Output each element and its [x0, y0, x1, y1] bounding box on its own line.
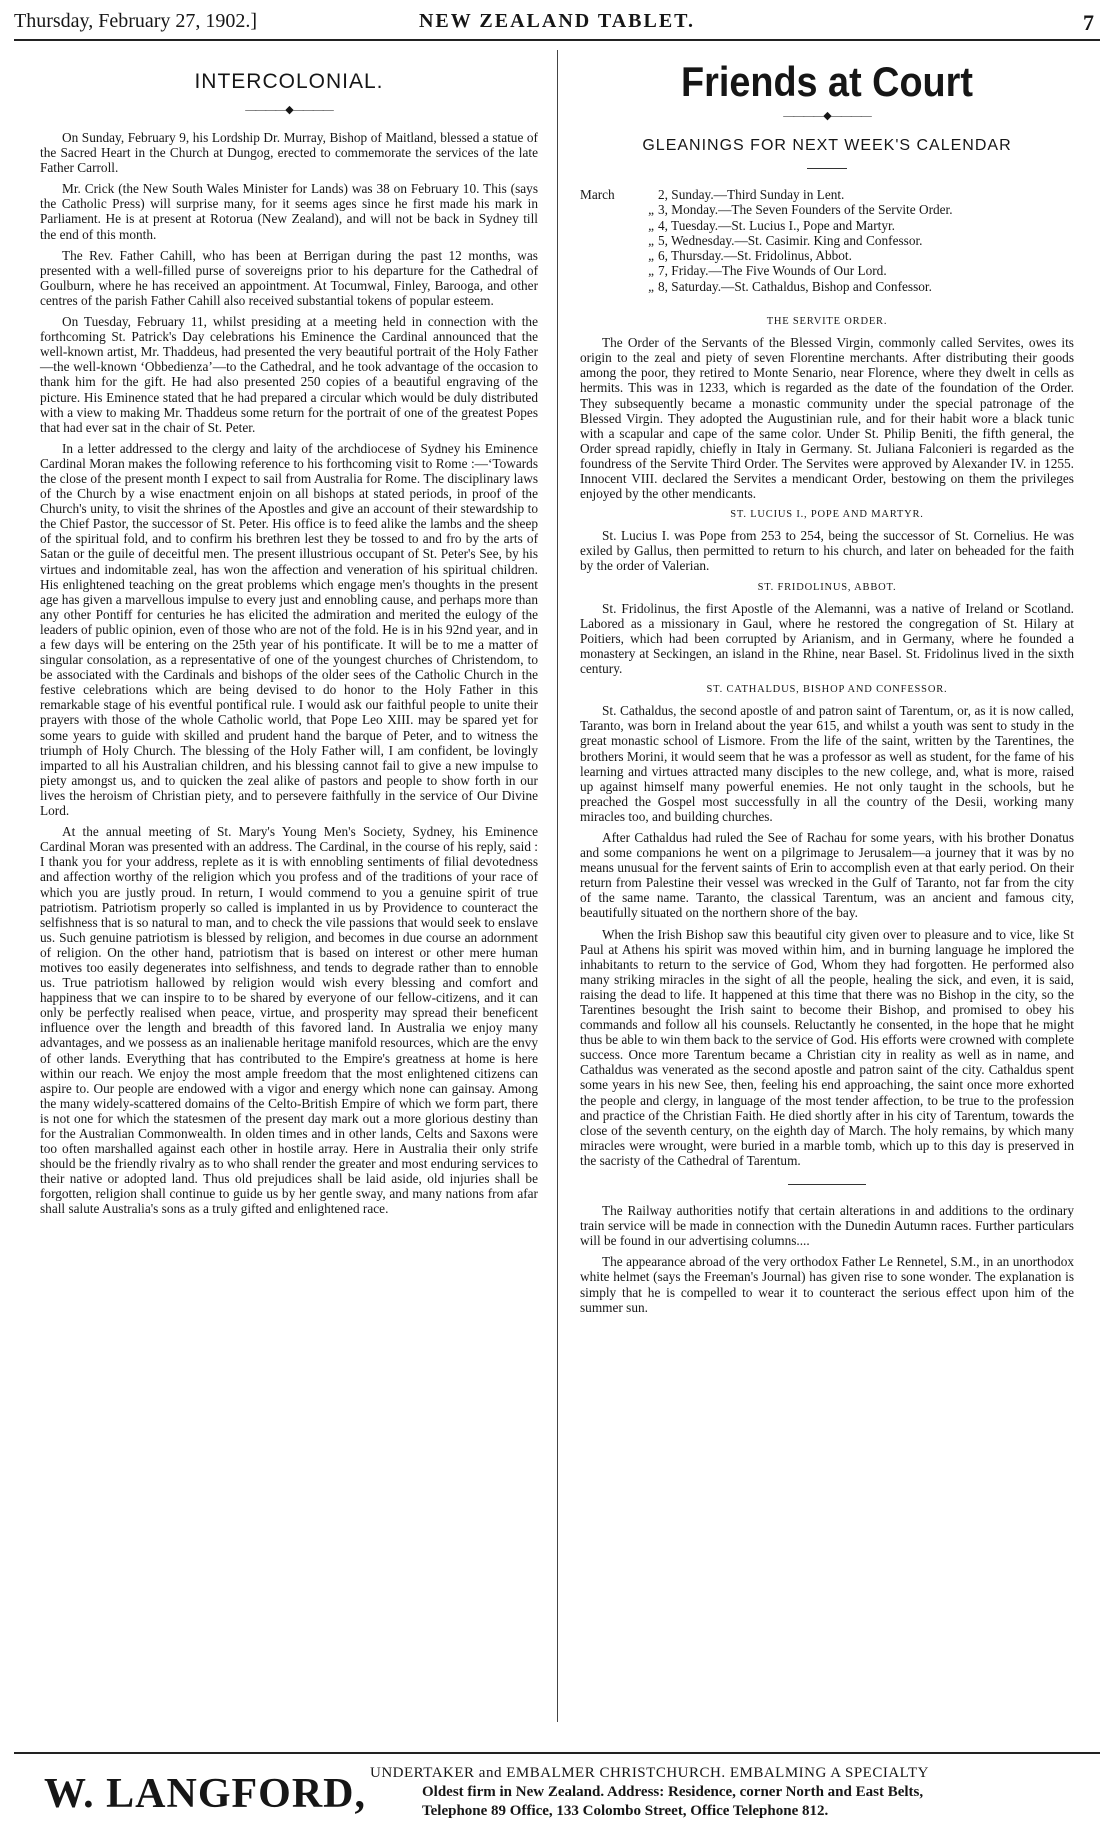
- right-column: [580, 58, 1074, 1321]
- advertisement-line: Oldest firm in New Zealand. Address: Residence, corner North and East Belts,: [422, 1784, 924, 1800]
- header-title: NEW ZEALAND TABLET.: [418, 10, 696, 32]
- header-rule: [14, 39, 1100, 41]
- calendar-ditto: [630, 187, 658, 202]
- calendar-month: [580, 248, 630, 263]
- advertisement-footer: [30, 1762, 1084, 1838]
- article-paragraph: The Order of the Servants of the Blessed Virgin, commonly called Servites, owes its origin to the zeal and piety of seven Florentine merchants. After distributing their goods among the poor, they retired to Monte Senario, near Florence, where they dwelt in cells as hermits. This was in 1233, which is regarded as the date of the foundation of the Order. They subsequently became a monastic community under the special patronage of the Blessed Virgin. They adopted the Augustinian rule, and for their habit wore a black tunic with a scapular and cape of the same color. Under St. Philip Beniti, the fifth general, the Order spread rapidly, chiefly in Italy in Germany. St. Juliana Falconieri is regarded as the foundress of the Servite Third Order. The Servites were approved by Alexander IV. in 1255. Innocent VIII. declared the Servites a mendicant Order, bestowing on them the privileges enjoyed by the other mendicants.: [580, 335, 1074, 502]
- calendar-entry: 7, Friday.—The Five Wounds of Our Lord.: [658, 263, 887, 279]
- calendar-entry: 6, Thursday.—St. Fridolinus, Abbot.: [658, 248, 852, 264]
- calendar-row: [580, 202, 1074, 217]
- calendar-row: [580, 263, 1074, 278]
- calendar-ditto: „: [648, 217, 654, 233]
- article-paragraph: When the Irish Bishop saw this beautiful city given over to pleasure and to vice, like St Paul at Athens his spirit was moved within him, and in burning language he implored the inhabitants to return to the service of God, Whom they had forgotten. He performed also many striking miracles in the sight of all the people, healing the sick, and even, it is said, raising the dead to life. It happened at this time that there was no Bishop in the city, so the Tarentines besought the Irish saint to become their Bishop, and promised to obey his commands and follow all his counsels. Reluctantly he consented, in the hope that he might thus be able to win them back to the service of God. His efforts were crowned with complete success. Once more Tarentum became a Christian city in reality as well as in name, and Cathaldus was venerated as the second apostle and patron saint of the city. Cathaldus spent some years in his new See, then, feeling his end approaching, the saint once more exhorted the people and clergy, in language of the most tender affection, to be true to the profession and practice of the Christian Faith. He died shortly after in his city of Tarentum, towards the close of the seventh century, on the eighth day of March. The holy remains, by which many miracles were wrought, were buried in a marble tomb, which up to this day is preserved in the sacristy of the Cathedral of Tarentum.: [580, 926, 1074, 1168]
- calendar-ditto: „: [648, 232, 654, 248]
- calendar-month: [580, 218, 630, 233]
- advertisement-text: [370, 1764, 1090, 1821]
- page-header: [14, 6, 1100, 38]
- advertisement-line: UNDERTAKER and EMBALMER CHRISTCHURCH. EMBALMING A SPECIALTY: [370, 1765, 929, 1781]
- section-divider: [788, 1184, 866, 1185]
- calendar-entry: 4, Tuesday.—St. Lucius I., Pope and Martyr.: [658, 217, 895, 233]
- news-note: The appearance abroad of the very orthodox Father Le Rennetel, S.M., in an unorthodox white helmet (says the Freeman's Journal) has given rise to sone wonder. The explanation is simply that he is compelled to wear it to counteract the serious effect upon him of the summer sun.: [580, 1254, 1074, 1315]
- calendar-row: [580, 279, 1074, 294]
- calendar-month: [580, 202, 630, 217]
- advertiser-name: W. LANGFORD,: [44, 1771, 366, 1817]
- calendar-entry: 8, Saturday.—St. Cathaldus, Bishop and Confessor.: [658, 278, 932, 294]
- page-number: 7: [1083, 10, 1094, 35]
- ornament-divider: ————◆————: [245, 104, 333, 116]
- section-title: ST. CATHALDUS, BISHOP AND CONFESSOR.: [706, 684, 948, 696]
- calendar-row: [580, 187, 1074, 202]
- header-date: Thursday, February 27, 1902.]: [14, 10, 258, 32]
- calendar-row: [580, 233, 1074, 248]
- article-paragraph: On Tuesday, February 11, whilst presiding at a meeting held in connection with the forthcoming St. Patrick's Day celebrations his Eminence the Cardinal announced that the well-known artist, Mr. Thaddeus, had presented the very beautiful portrait of the Holy Father—the well-known ‘Obbedienza’—to the Cathedral, and he took advantage of the occasion to thank him for the gift. He had also presented 250 copies of a beautiful engraving of the picture. His Eminence stated that he had prepared a circular which would be duly distributed with a view to making Mr. Thaddeus some return for the portrait of one of the greatest Popes that had ever sat in the chair of St. Peter.: [40, 314, 538, 435]
- calendar-ditto: „: [648, 202, 654, 218]
- calendar-row: [580, 248, 1074, 263]
- article-paragraph: The Rev. Father Cahill, who has been at Berrigan during the past 12 months, was presented with a well-filled purse of sovereigns prior to his departure for the Cathedral of Goulburn, where he has received an appointment. At Tocumwal, Finley, Barooga, and other centres of the parish Father Cahill also received substantial tokens of popular esteem.: [40, 247, 538, 308]
- intercolonial-heading: INTERCOLONIAL.: [194, 70, 384, 93]
- news-note: The Railway authorities notify that certain alterations in and additions to the ordinary train service will be made in connection with the Dunedin Autumn races. Further particulars will be found in our advertising columns....: [580, 1203, 1074, 1249]
- footer-rule: [14, 1752, 1100, 1754]
- left-column: [40, 58, 538, 1223]
- calendar-month: [580, 279, 630, 294]
- calendar-list: [580, 187, 1074, 294]
- calendar-month: [580, 263, 630, 278]
- calendar-ditto: „: [648, 278, 654, 294]
- article-paragraph: St. Cathaldus, the second apostle of and patron saint of Tarentum, or, as it is now called, Taranto, was born in Ireland about the year 615, and whilst a youth was sent to study in the great monastic school of Lismore. From the life of the saint, written by the Tarentines, the brothers Morini, it would seem that he was a professor as well as student, for the fame of his learning and virtues attracted many disciples to the new college, and, what is more, raised up against himself many powerful enemies. He not only taught in the schools, but he preached the Gospel most successfully in all the country of the Desii, working many miracles too, and building churches.: [580, 703, 1074, 824]
- article-paragraph: Mr. Crick (the New South Wales Minister for Lands) was 38 on February 10. This (says the Catholic Press) will surprise many, for it seems ages since he first made his mark in Parliament. He is at present at Rotorua (New Zealand), and will not be back in Sydney till the end of this month.: [40, 181, 538, 242]
- calendar-ditto: „: [648, 263, 654, 279]
- calendar-entry: 3, Monday.—The Seven Founders of the Servite Order.: [658, 202, 953, 218]
- advertisement-line: Telephone 89 Office, 133 Colombo Street, Office Telephone 812.: [422, 1803, 829, 1819]
- calendar-row: [580, 218, 1074, 233]
- article-paragraph: After Cathaldus had ruled the See of Rachau for some years, with his brother Donatus and some companions he went on a pilgrimage to Jerusalem—a journey that it was by no means unusual for the fervent saints of Erin to accomplish even at that early period. On their return from Palestine their vessel was wrecked in the Gulf of Taranto, not far from the city of the same name. Taranto, the classical Tarentum, was an ancient and famous city, beautifully situated on the northern shore of the bay.: [580, 829, 1074, 921]
- calendar-month: March: [580, 187, 615, 202]
- section-title: ST. FRIDOLINUS, ABBOT.: [757, 581, 897, 593]
- column-divider: [557, 50, 558, 1722]
- calendar-subheading: GLEANINGS FOR NEXT WEEK'S CALENDAR: [642, 137, 1012, 154]
- calendar-ditto: „: [648, 248, 654, 264]
- friends-at-court-heading: Friends at Court: [681, 58, 973, 105]
- ornament-divider: ————◆————: [783, 110, 871, 122]
- calendar-month: [580, 233, 630, 248]
- article-paragraph: St. Fridolinus, the first Apostle of the Alemanni, was a native of Ireland or Scotland. Labored as a missionary in Gaul, where he restored the congregation of St. Hilary at Poitiers, which had been corrupted by Arianism, and in Germany, where he founded a monastery at Seckingen, an island in the Rhine, near Basel. St. Fridolinus lived in the sixth century.: [580, 600, 1074, 677]
- short-rule: [807, 168, 847, 169]
- calendar-entry: 2, Sunday.—Third Sunday in Lent.: [658, 187, 845, 202]
- article-paragraph: St. Lucius I. was Pope from 253 to 254, being the successor of St. Cornelius. He was exiled by Gallus, then permitted to return to his church, and later on beheaded for the faith by the order of Valerian.: [580, 528, 1074, 574]
- section-title: THE SERVITE ORDER.: [766, 316, 888, 328]
- calendar-entry: 5, Wednesday.—St. Casimir. King and Confessor.: [658, 232, 923, 248]
- article-paragraph: In a letter addressed to the clergy and laity of the archdiocese of Sydney his Eminence Cardinal Moran makes the following reference to his forthcoming visit to Rome :—‘Towards the close of the present month I expect to sail from Australia for Rome. The disciplinary laws of the Church by a wise enactment enjoin on all bishops at stated periods, in proof of the Church's unity, to visit the shrines of the Apostles and give an account of their stewardship to the Chief Pastor, the successor of St. Peter. His office is to feed alike the lambs and the sheep of the spiritual fold, and to confirm his brethren lest they be tossed to and fro by the arts of Satan or the guile of deceitful men. The present illustrious occupant of St. Peter's See, by his virtues and indomitable zeal, has won the affection and veneration of his spiritual children. His enlightened teaching on the great problems which engage men's thoughts in the present age has given a marvellous impulse to every just and ennobling cause, and perhaps more than any other Pontiff for centuries he has elicited the admiration and merited the eulogy of the leaders of public opinion, even of those who are not of the fold. He is in his 92nd year, and in a few days will be entering on the 25th year of his pontificate. It will be to me a matter of singular consolation, as a representative of one of the youngest churches of Christendom, to be associated with the Cardinals and bishops of the older sees of the Catholic Church in the festive celebrations which are being devised to do honor to the Holy Father in this remarkable stage of his eventful pontifical rule. I would ask our faithful people to unite their prayers with those of the whole Catholic world, that Pope Leo XIII. may be spared yet for some years to guide with skilled and prudent hand the barque of Peter, and to witness the triumph of Holy Church. The blessing of the Holy Father will, I am confident, be lovingly imparted to all his Australian children, and his blessing cannot fail to give a new impulse to piety amongst us, and to quicken the zeal alike of pastors and people to show forth in our lives the heroism of Christian piety, and to persevere faithfully in the service of Our Divine Lord.: [40, 440, 538, 819]
- article-paragraph: At the annual meeting of St. Mary's Young Men's Society, Sydney, his Eminence Cardinal Moran was presented with an address. The Cardinal, in the course of his reply, said : I thank you for your address, replete as it is with ennobling sentiments of filial devotedness and affection worthy of the religion which you profess and of the traditions of your race of which you are justly proud. In return, I would commend to you a genuine spirit of true patriotism. Patriotism properly so called is implanted in us by Providence to counteract the selfishness that is so natural to man, and to check the vile passions that would seek to enslave us. Such genuine patriotism is blessed by religion, and becomes in due course an adornment of religion. On the other hand, patriotism that is based on interest or other mere human motives too easily degenerates into selfishness, and tends to degrade rather than to ennoble us. True patriotism hallowed by religion would wish every blessing and comfort and happiness that we can inspire to to be shared by everyone of our fellow-citizens, and it can only be perfectly realised when peace, virtue, and prosperity may spread their beneficent influence over the length and breadth of this favored land. In Australia we enjoy many advantages, and we possess as an inalienable heritage manifold resources, which are the envy of other lands. Everything that has contributed to the Empire's greatness at home is here within our reach. We enjoy the most ample freedom that the most enlightened citizens can aspire to. Our people are endowed with a vigor and energy which none can gainsay. Among the many widely-scattered domains of the Celto-British Empire of which we form part, there is not one for which the statesmen of the present day mark out a more glorious destiny than for the Australian Commonwealth. In olden times and in other lands, Celts and Saxons were too often marshalled against each other in hostile array. Here in Australia their only strife should be the friendly rivalry as to who shall render the greater and most enduring services to their native or adopted land. Thus old prejudices shall be laid aside, old injuries shall be forgotten, religion shall continue to guide us by her gentle sway, and many nations from afar shall salute Australia's sons as a truly gifted and enlightened race.: [40, 824, 538, 1217]
- section-title: ST. LUCIUS I., POPE AND MARTYR.: [730, 509, 924, 521]
- article-paragraph: On Sunday, February 9, his Lordship Dr. Murray, Bishop of Maitland, blessed a statue of the Sacred Heart in the Church at Dungog, erected to commemorate the services of the late Father Carroll.: [40, 130, 538, 176]
